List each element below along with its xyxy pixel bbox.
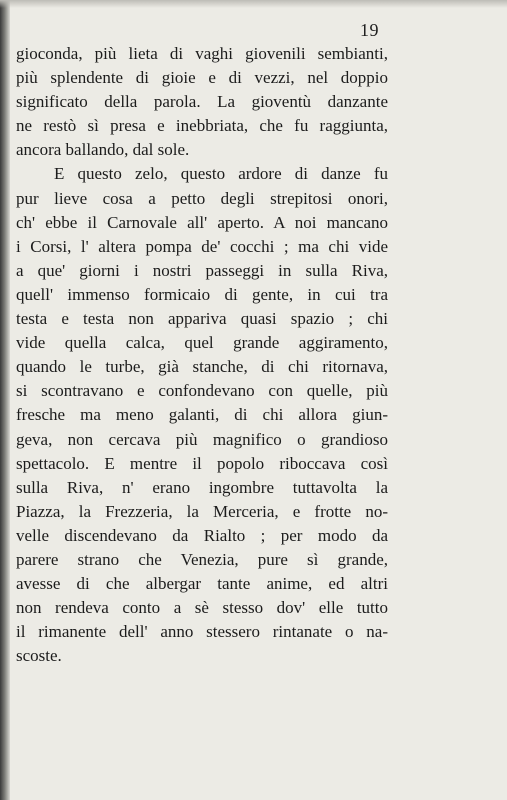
- text-line: geva, non cercava più magnifico o grandioso: [16, 429, 388, 449]
- text-line: E questo zelo, questo ardore di danze fu: [54, 164, 388, 184]
- text-line: quell' immenso formicaio di gente, in cui tra: [16, 284, 388, 304]
- text-line: vide quella calca, quel grande aggiramento,: [16, 333, 388, 353]
- paragraph-2: [16, 162, 388, 668]
- text-line: testa e testa non appariva quasi spazio ; chi: [16, 309, 388, 329]
- text-line: Piazza, la Frezzeria, la Merceria, e frotte no-: [16, 501, 388, 521]
- text-line: più splendente di gioie e di vezzi, nel doppio: [16, 68, 388, 88]
- text-line: pur lieve cosa a petto degli strepitosi onori,: [16, 188, 388, 208]
- text-line: i Corsi, l' altera pompa de' cocchi ; ma chi vide: [16, 236, 388, 256]
- book-spine-shadow: [0, 0, 10, 800]
- text-line: velle discendevano da Rialto ; per modo da: [16, 525, 388, 545]
- text-line: non rendeva conto a sè stesso dov' elle tutto: [16, 598, 388, 618]
- page-number: 19: [360, 20, 379, 40]
- text-line: spettacolo. E mentre il popolo riboccava così: [16, 453, 388, 473]
- text-line: quando le turbe, già stanche, di chi ritornava,: [16, 357, 388, 377]
- text-line: ne restò sì presa e inebbriata, che fu raggiunta,: [16, 116, 388, 136]
- text-line: il rimanente dell' anno stessero rintanate o na-: [16, 622, 388, 642]
- text-line: significato della parola. La gioventù danzante: [16, 92, 388, 112]
- body-text: [16, 42, 388, 668]
- text-line: parere strano che Venezia, pure sì grande,: [16, 549, 388, 569]
- text-line: a que' giorni i nostri passeggi in sulla Riva,: [16, 260, 388, 280]
- text-line: sulla Riva, n' erano ingombre tuttavolta la: [16, 477, 388, 497]
- text-line: ancora ballando, dal sole.: [16, 140, 190, 160]
- text-line: ch' ebbe il Carnovale all' aperto. A noi mancano: [16, 212, 388, 232]
- text-line: si scontravano e confondevano con quelle, più: [16, 381, 388, 401]
- text-line: gioconda, più lieta di vaghi giovenili sembianti,: [16, 44, 388, 63]
- text-line: fresche ma meno galanti, di chi allora giun-: [16, 405, 388, 425]
- text-line: scoste.: [16, 646, 62, 666]
- page-top-shadow: [0, 0, 507, 8]
- text-line: avesse di che albergar tante anime, ed altri: [16, 574, 388, 594]
- paragraph-1: [16, 42, 388, 162]
